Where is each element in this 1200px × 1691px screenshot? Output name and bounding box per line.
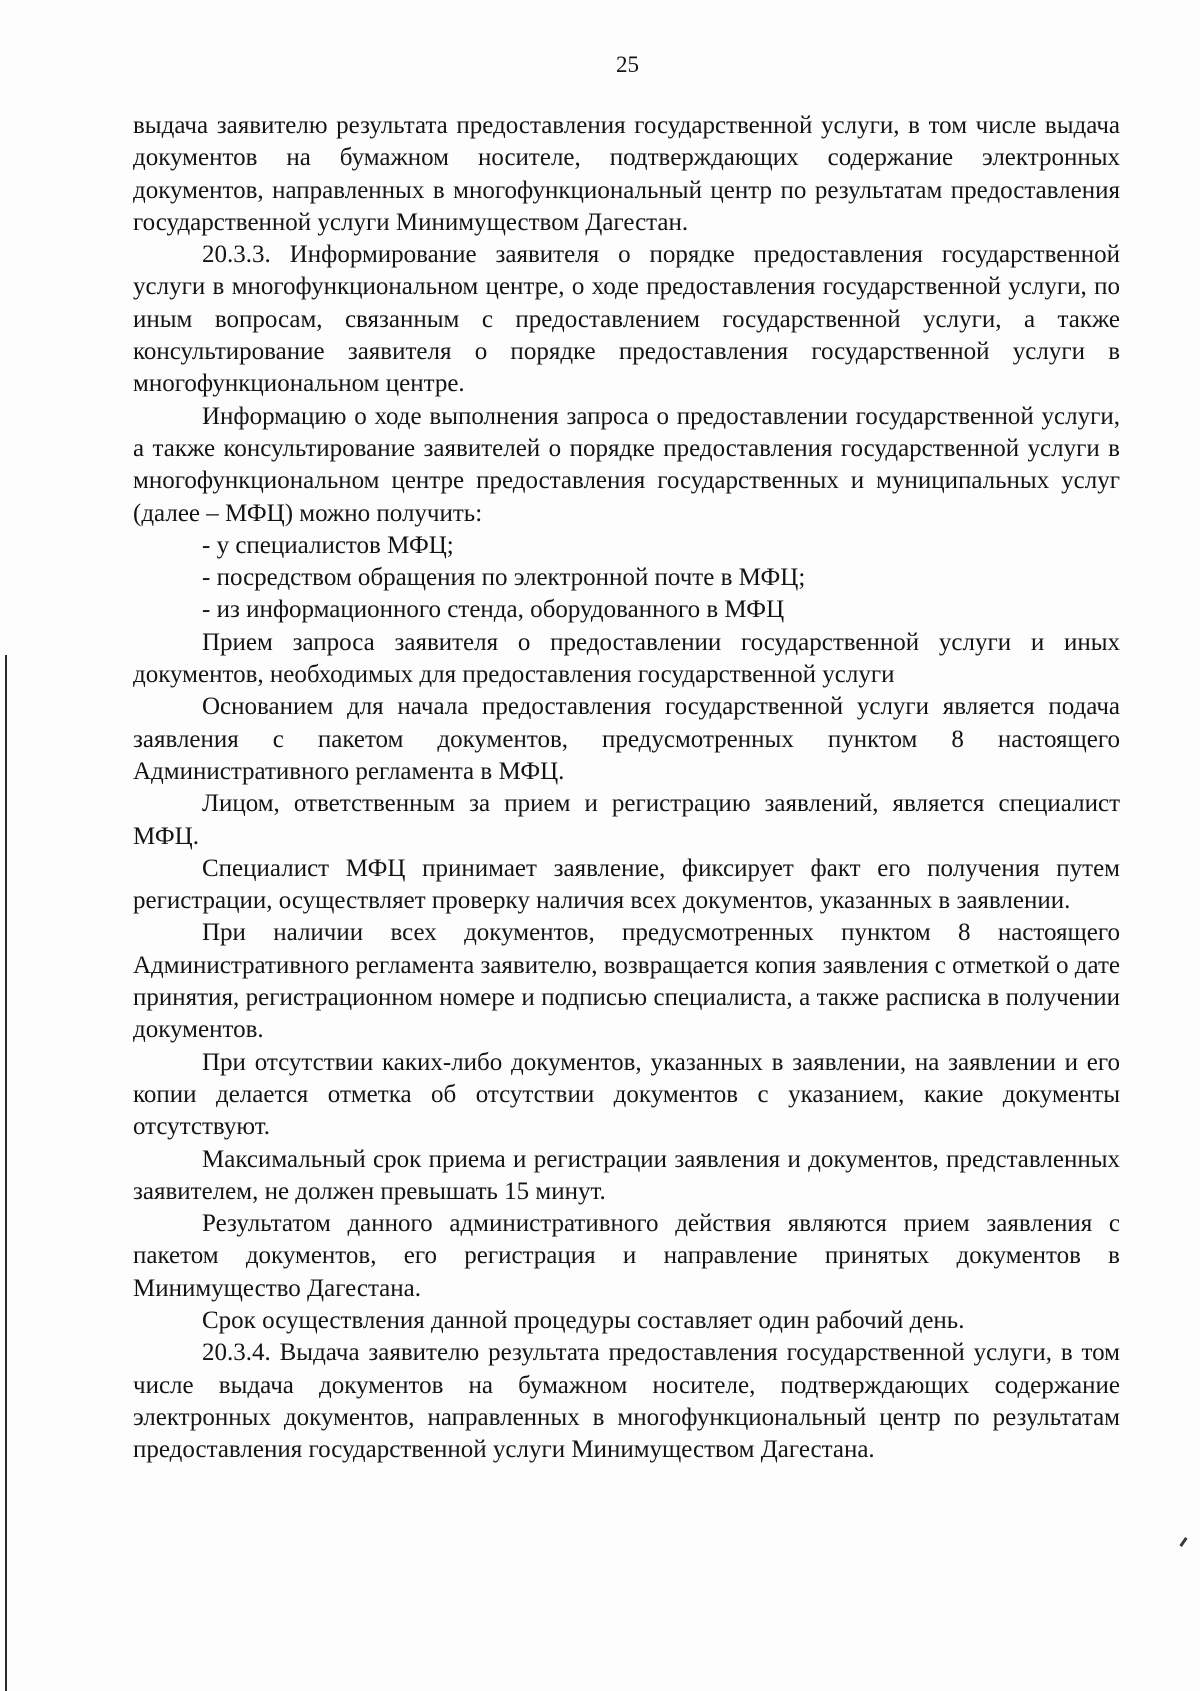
document-text [133,110,1120,1466]
list-item: - у специалистов МФЦ; [202,531,454,559]
paragraph-procedure-term: Срок осуществления данной процедуры составляет один рабочий день. [202,1306,965,1334]
paragraph-continuation: выдача заявителю результата предоставления государственной услуги, в том числе выдача документов на бумажном носителе, подтверждающих содержание электронных документов, направленных в многофункциональный центр по результатам предоставления государственной услуги Минимуществом Дагестан. [133,112,1120,236]
paragraph-grounds: Основанием для начала предоставления государственной услуги является подача заявления с пакетом документов, предусмотренных пунктом 8 настоящего Административного регламента в МФЦ. [133,693,1120,785]
scan-mark [1179,1537,1187,1547]
paragraph-max-time: Максимальный срок приема и регистрации заявления и документов, представленных заявителем, не должен превышать 15 минут. [133,1145,1120,1205]
paragraph-specialist-actions: Специалист МФЦ принимает заявление, фиксирует факт его получения путем регистрации, осуществляет проверку наличия всех документов, указанных в заявлении. [133,854,1120,915]
paragraph-section-20-3-3: 20.3.3. Информирование заявителя о порядке предоставления государственной услуги в многофункциональном центре, о ходе предоставления государственной услуги, по иным вопросам, связанным с предоставлением государственной услуги, а также консультирование заявителя о порядке предоставления государственной услуги в многофункциональном центре. [133,241,1120,398]
list-item: - посредством обращения по электронной почте в МФЦ; [202,564,806,592]
paragraph-result: Результатом данного административного действия являются прием заявления с пакетом документов, его регистрация и направление принятых документов в Минимущество Дагестана. [133,1210,1120,1302]
paragraph-request-acceptance: Прием запроса заявителя о предоставлении государственной услуги и иных документов, необходимых для предоставления государственной услуги [133,628,1120,689]
list-item: - из информационного стенда, оборудованного в МФЦ [202,596,785,624]
paragraph-information-sources: Информацию о ходе выполнения запроса о предоставлении государственной услуги, а также консультирование заявителей о порядке предоставления государственной услуги в многофункциональном центре предоставления государственных и муниципальных услуг (далее – МФЦ) можно получить: [133,402,1120,527]
paragraph-responsible-person: Лицом, ответственным за прием и регистрацию заявлений, является специалист МФЦ. [133,790,1120,850]
paragraph-documents-present: При наличии всех документов, предусмотренных пунктом 8 настоящего Административного регламента заявителю, возвращается копия заявления с отметкой о дате принятия, регистрационном номере и подписью специалиста, а также расписка в получении документов. [133,919,1120,1044]
page-number: 25 [616,52,639,77]
scan-edge-line [5,655,7,1691]
paragraph-documents-missing: При отсутствии каких-либо документов, указанных в заявлении, на заявлении и его копии делается отметка об отсутствии документов с указанием, какие документы отсутствуют. [133,1048,1120,1141]
paragraph-section-20-3-4: 20.3.4. Выдача заявителю результата предоставления государственной услуги, в том числе выдача документов на бумажном носителе, подтверждающих содержание электронных документов, направленных в многофункциональный центр по результатам предоставления государственной услуги Минимуществом Дагестана. [133,1339,1120,1464]
